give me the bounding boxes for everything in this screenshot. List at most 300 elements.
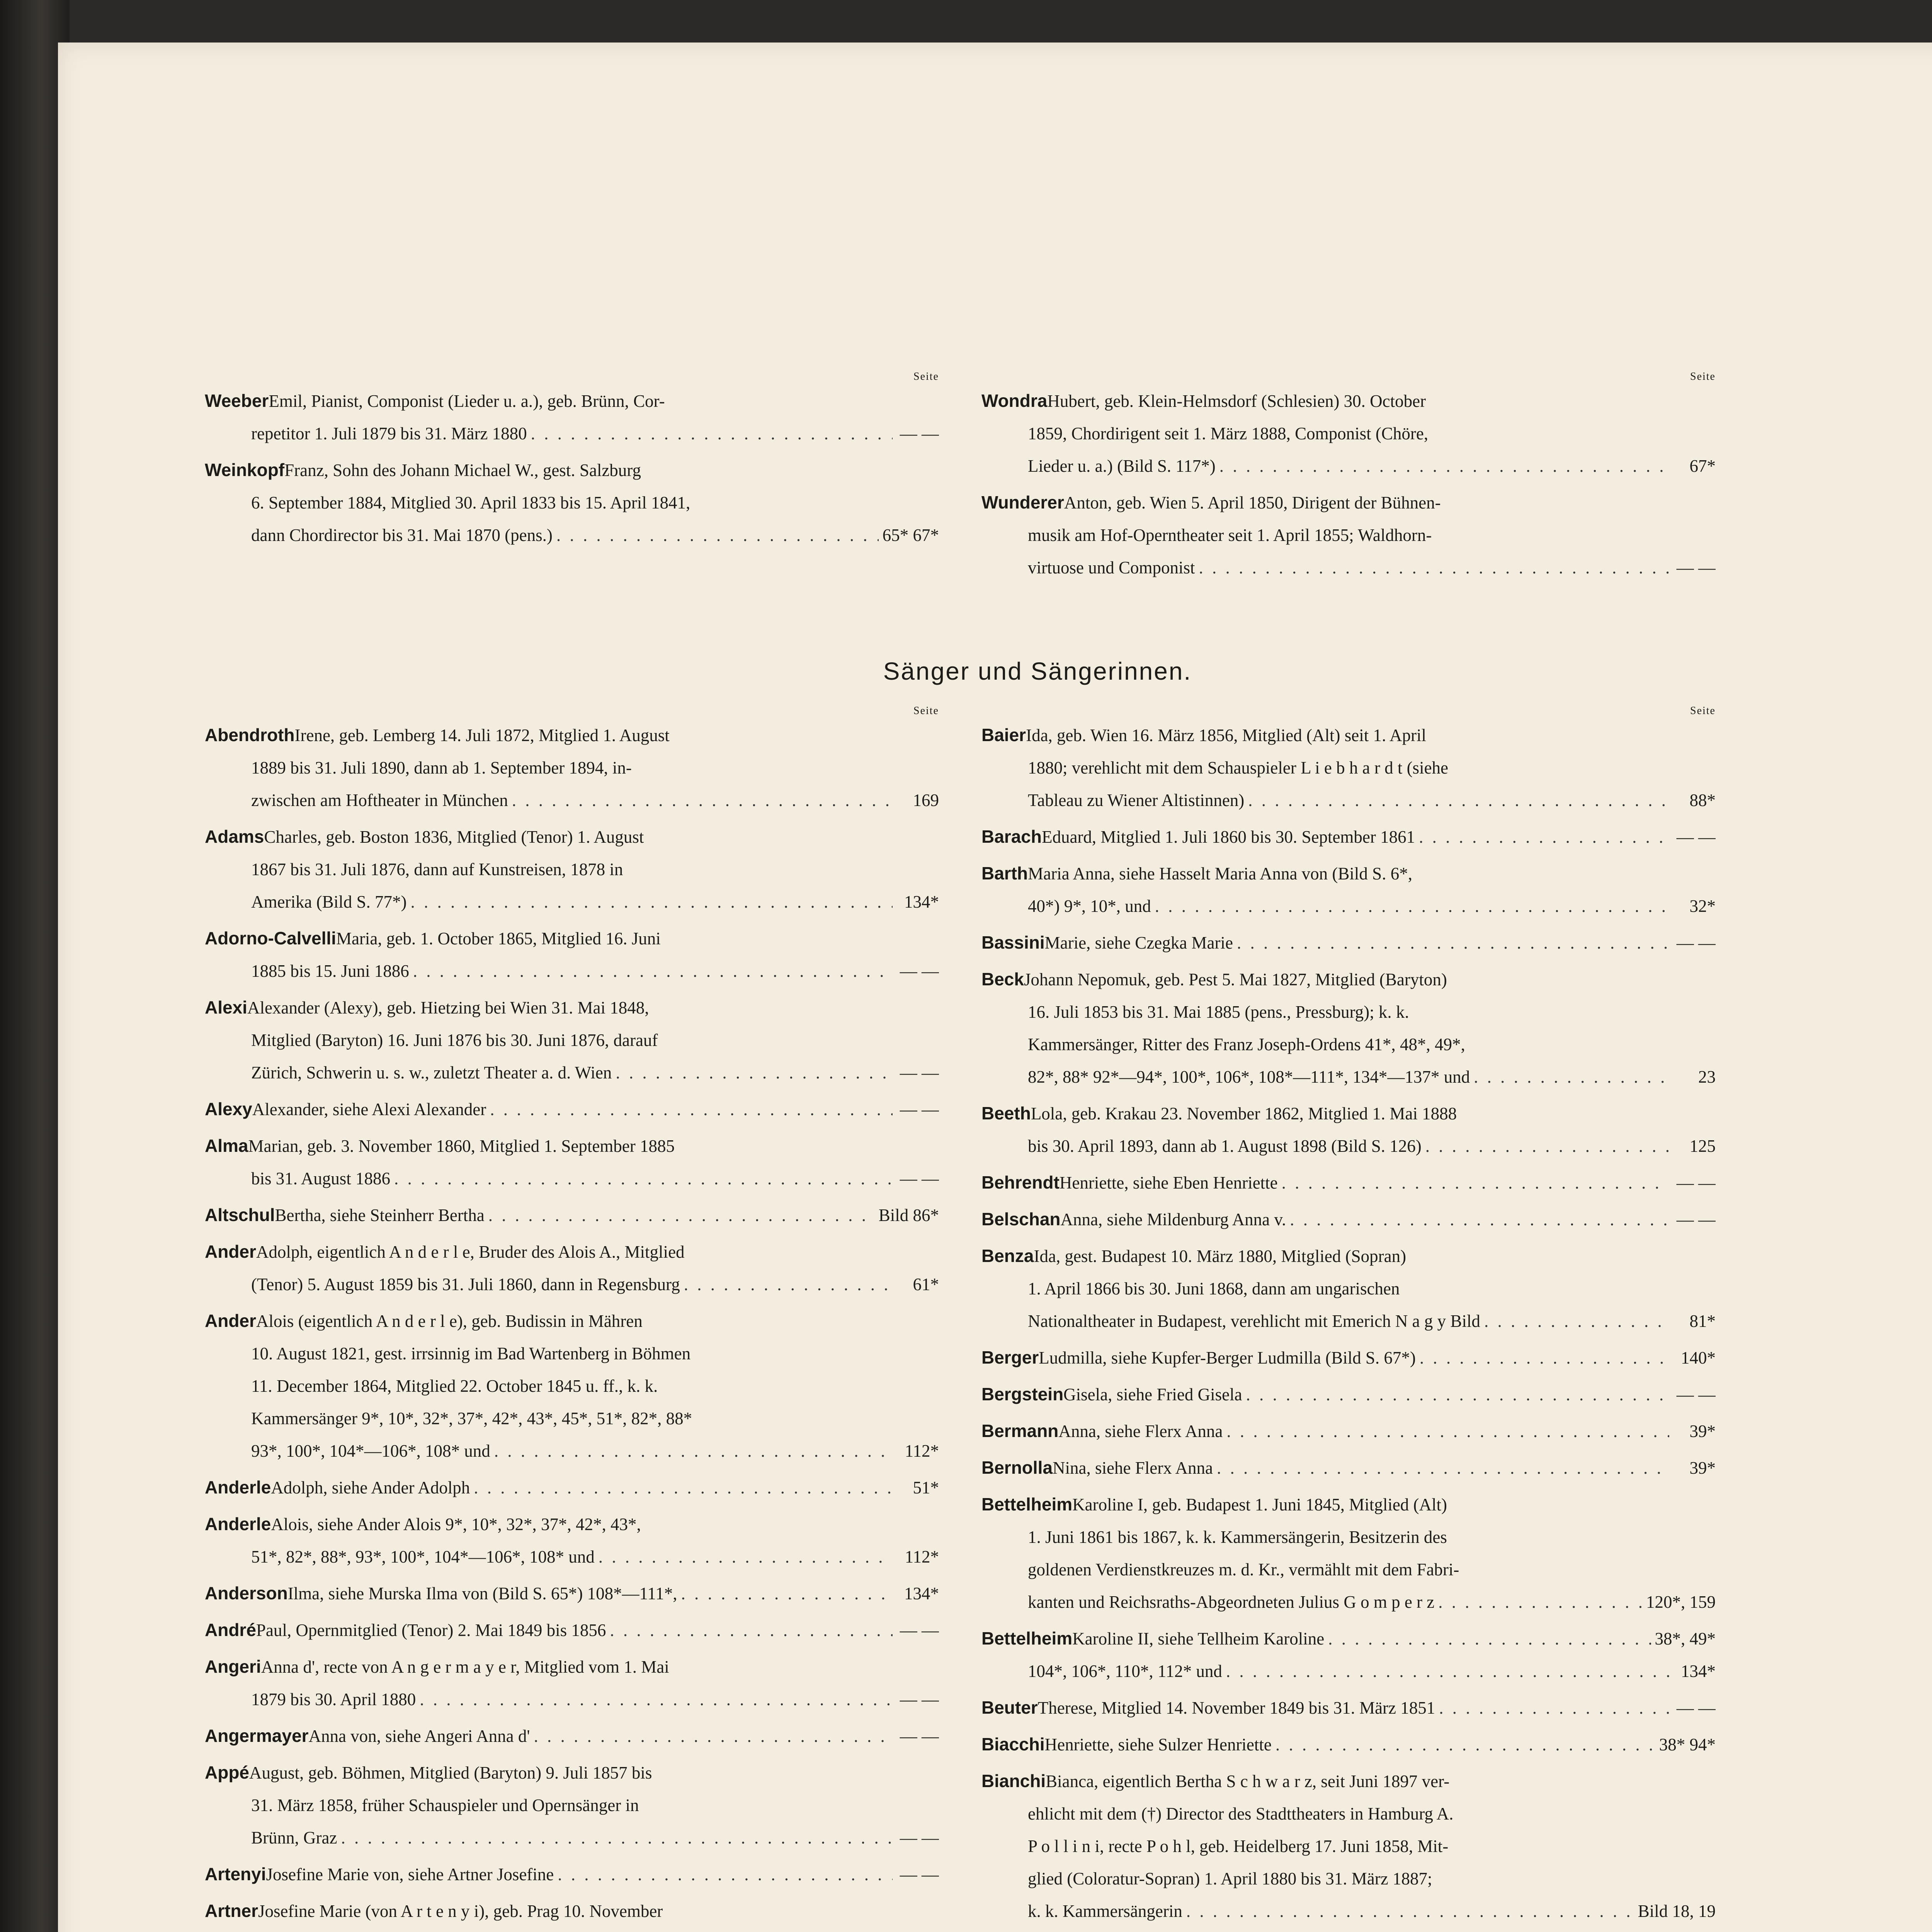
entry-line	[981, 1240, 1716, 1272]
page-reference: — —	[1676, 1698, 1716, 1718]
entry-line	[981, 752, 1716, 784]
entry-line	[981, 1691, 1716, 1724]
index-entry	[205, 1304, 939, 1467]
dot-leader	[494, 1435, 893, 1467]
entry-line	[205, 1235, 939, 1268]
page-reference: — —	[1676, 1385, 1716, 1404]
entry-text: Emil, Pianist, Componist (Lieder u. a.), geb. Brünn, Cor-	[269, 391, 665, 411]
index-entry	[205, 1235, 939, 1301]
entry-line	[981, 1728, 1716, 1761]
entry-text: Alexander, siehe Alexi Alexander	[252, 1100, 486, 1119]
entry-text: bis 31. August 1886	[251, 1169, 391, 1188]
page-reference: Bild 18, 19	[1638, 1901, 1716, 1921]
entry-text: 104*, 106*, 110*, 112* und	[1028, 1662, 1222, 1681]
page-reference: — —	[900, 961, 939, 981]
index-entry	[981, 1728, 1716, 1761]
index-entry	[205, 1577, 939, 1610]
entry-text: Anna, siehe Flerx Anna	[1058, 1422, 1223, 1441]
page-reference: 81*	[1689, 1311, 1716, 1331]
seite-label: Seite	[1690, 371, 1716, 383]
entry-text: kanten und Reichsraths-Abgeordneten Julius G o m p e r z	[1028, 1592, 1435, 1612]
index-column-right	[981, 703, 1716, 1932]
page-reference: — —	[900, 1690, 939, 1709]
entry-line	[205, 1821, 939, 1854]
index-entry	[981, 857, 1716, 922]
entry-list	[205, 719, 939, 1932]
index-column-left	[205, 703, 939, 1932]
dot-leader	[534, 1720, 893, 1752]
entry-line	[981, 1862, 1716, 1895]
dot-leader	[599, 1541, 893, 1573]
entry-line	[981, 1895, 1716, 1927]
entry-text: Marie, siehe Czegka Marie	[1044, 933, 1233, 952]
entry-name: Baier	[981, 725, 1026, 745]
entry-line	[205, 1435, 939, 1467]
entry-line	[981, 784, 1716, 816]
entry-text: 93*, 100*, 104*—106*, 108* und	[251, 1441, 490, 1461]
dot-leader	[1282, 1167, 1669, 1199]
entry-line	[205, 1756, 939, 1789]
entry-line	[981, 857, 1716, 890]
entry-name: Barach	[981, 827, 1042, 847]
entry-line	[205, 820, 939, 853]
page-reference: — —	[900, 1100, 939, 1119]
page-reference: 88*	[1689, 791, 1716, 810]
entry-text: 11. December 1864, Mitglied 22. October 1845 u. ff., k. k.	[251, 1376, 658, 1396]
dot-leader	[1248, 784, 1669, 816]
entry-text: Bertha, siehe Steinherr Bertha	[275, 1206, 485, 1225]
page-reference: — —	[900, 424, 939, 443]
dot-leader	[1276, 1728, 1655, 1761]
entry-line	[205, 1508, 939, 1541]
entry-text: Hubert, geb. Klein-Helmsdorf (Schlesien) 30. October	[1047, 391, 1426, 411]
entry-line	[205, 1541, 939, 1573]
entry-name: Adams	[205, 827, 264, 847]
entry-name: Alexy	[205, 1099, 252, 1119]
entry-line	[205, 1895, 939, 1927]
entry-name: Biacchi	[981, 1734, 1045, 1754]
entry-text: virtuose und Componist	[1028, 558, 1195, 577]
entry-text: 1859, Chordirigent seit 1. März 1888, Componist (Chöre,	[1028, 424, 1429, 443]
entry-name: Appé	[205, 1762, 249, 1782]
entry-text: August, geb. Böhmen, Mitglied (Baryton) 9. Juli 1857 bis	[249, 1763, 652, 1782]
entry-text: Ida, gest. Budapest 10. März 1880, Mitglied (Sopran)	[1034, 1247, 1406, 1266]
index-entry	[981, 1097, 1716, 1162]
entry-text: Amerika (Bild S. 77*)	[251, 892, 407, 912]
entry-text: Nationaltheater in Budapest, verehlicht mit Emerich N a g y Bild	[1028, 1311, 1480, 1331]
entry-name: Bermann	[981, 1421, 1059, 1441]
page-reference: — —	[900, 1169, 939, 1188]
dot-leader	[558, 1858, 893, 1891]
page-reference: 134*	[1681, 1662, 1716, 1681]
dot-leader	[1439, 1692, 1669, 1724]
entry-line	[981, 1451, 1716, 1484]
entry-line	[205, 486, 939, 519]
entry-line	[205, 1719, 939, 1752]
page-reference: — —	[900, 1828, 939, 1847]
entry-name: Weeber	[205, 391, 269, 411]
entry-line	[981, 1028, 1716, 1061]
index-entry	[981, 1378, 1716, 1411]
entry-line	[981, 820, 1716, 853]
entry-line	[205, 384, 939, 417]
page-reference: 169	[913, 791, 939, 810]
entry-line	[981, 1488, 1716, 1521]
entry-text: Mitglied (Baryton) 16. Juni 1876 bis 30. Juni 1876, darauf	[251, 1031, 658, 1050]
entry-name: Alma	[205, 1136, 248, 1156]
dot-leader	[1420, 1342, 1669, 1374]
dot-leader	[1290, 1203, 1669, 1236]
entry-line	[205, 853, 939, 886]
dot-leader	[1217, 1452, 1669, 1484]
entry-name: Alexi	[205, 997, 247, 1017]
entry-text: Irene, geb. Lemberg 14. Juli 1872, Mitglied 1. August	[294, 726, 670, 745]
index-entry	[205, 1650, 939, 1716]
entry-line	[205, 1337, 939, 1370]
entry-text: 1879 bis 30. April 1880	[251, 1690, 416, 1709]
entry-line	[981, 486, 1716, 519]
entry-text: 51*, 82*, 88*, 93*, 100*, 104*—106*, 108* und	[251, 1547, 595, 1566]
entry-text: Henriette, siehe Sulzer Henriette	[1044, 1735, 1272, 1754]
page-reference: 134*	[904, 892, 939, 912]
index-entry	[205, 1614, 939, 1646]
entry-name: Behrendt	[981, 1172, 1060, 1192]
entry-line	[205, 1927, 939, 1932]
entry-line	[205, 1577, 939, 1610]
entry-line	[205, 886, 939, 918]
entry-text: goldenen Verdienstkreuzes m. d. Kr., vermählt mit dem Fabri-	[1028, 1560, 1459, 1579]
entry-line	[981, 1203, 1716, 1236]
dot-leader	[1474, 1061, 1669, 1093]
index-entry	[205, 1199, 939, 1231]
dot-leader	[684, 1268, 893, 1301]
entry-line	[205, 1093, 939, 1126]
entry-text: Karoline I, geb. Budapest 1. Juni 1845, Mitglied (Alt)	[1072, 1495, 1447, 1514]
entry-name: Altschul	[205, 1205, 275, 1225]
entry-line	[981, 1765, 1716, 1798]
dot-leader	[531, 417, 893, 450]
entry-line	[205, 955, 939, 987]
seite-label: Seite	[1690, 705, 1716, 717]
index-entry	[981, 719, 1716, 816]
dot-leader	[1226, 1655, 1669, 1687]
entry-text: Anna, siehe Mildenburg Anna v.	[1060, 1210, 1286, 1229]
entry-list	[981, 384, 1716, 584]
entry-text: Lieder u. a.) (Bild S. 117*)	[1028, 456, 1216, 476]
entry-name: Beck	[981, 969, 1024, 989]
index-entry	[981, 1203, 1716, 1236]
entry-text: 31. März 1858, früher Schauspieler und Opernsänger in	[251, 1796, 639, 1815]
dot-leader	[1237, 927, 1669, 959]
entry-line	[981, 1798, 1716, 1830]
entry-name: André	[205, 1620, 256, 1640]
entry-name: Benza	[981, 1246, 1034, 1266]
entry-name: Barth	[981, 863, 1028, 883]
index-entry	[205, 1508, 939, 1573]
page-reference: 39*	[1689, 1422, 1716, 1441]
entry-name: Bettelheim	[981, 1494, 1073, 1514]
entry-line	[205, 1024, 939, 1056]
index-entry	[205, 1093, 939, 1126]
index-column-top-right	[981, 369, 1716, 588]
entry-name: Weinkopf	[205, 460, 285, 480]
entry-line	[205, 1858, 939, 1891]
dot-leader	[413, 955, 893, 987]
entry-text: Franz, Sohn des Johann Michael W., gest. Salzburg	[284, 461, 641, 480]
entry-line	[981, 963, 1716, 996]
page-reference: — —	[900, 1621, 939, 1640]
page-reference: 120*, 159	[1646, 1592, 1716, 1612]
entry-text: Tableau zu Wiener Altistinnen)	[1028, 791, 1245, 810]
page-reference: 65* 67*	[882, 526, 939, 545]
entry-line	[205, 1402, 939, 1435]
dot-leader	[681, 1577, 893, 1610]
entry-text: Nina, siehe Flerx Anna	[1053, 1458, 1213, 1478]
page-reference: 140*	[1681, 1348, 1716, 1367]
dot-leader	[1219, 450, 1669, 482]
dot-leader	[512, 784, 893, 816]
index-entry	[981, 1488, 1716, 1618]
index-entry	[205, 454, 939, 551]
entry-name: Anderson	[205, 1583, 288, 1603]
entry-text: Ludmilla, siehe Kupfer-Berger Ludmilla (Bild S. 67*)	[1039, 1348, 1416, 1367]
page-reference: 134*	[904, 1584, 939, 1603]
entry-line	[981, 1130, 1716, 1162]
entry-text: 1. April 1866 bis 30. Juni 1868, dann am ungarischen	[1028, 1279, 1400, 1298]
index-entry	[981, 820, 1716, 853]
entry-text: P o l l i n i, recte P o h l, geb. Heidelberg 17. Juni 1858, Mit-	[1028, 1837, 1449, 1856]
entry-text: Alexander (Alexy), geb. Hietzing bei Wien 31. Mai 1848,	[247, 998, 649, 1017]
entry-name: Angermayer	[205, 1726, 309, 1746]
entry-line	[205, 1789, 939, 1821]
entry-text: Adolph, siehe Ander Adolph	[271, 1478, 470, 1497]
entry-text: Zürich, Schwerin u. s. w., zuletzt Theater a. d. Wien	[251, 1063, 612, 1082]
seite-label: Seite	[913, 705, 939, 717]
entry-text: Anna d', recte von A n g e r m a y e r, Mitglied vom 1. Mai	[261, 1657, 669, 1677]
dot-leader	[1226, 1415, 1669, 1447]
dot-leader	[1328, 1622, 1651, 1655]
page-reference: — —	[1676, 558, 1716, 577]
dot-leader	[488, 1199, 875, 1231]
entry-text: Alois (eigentlich A n d e r l e), geb. Budissin in Mähren	[256, 1311, 643, 1331]
index-entry	[981, 1451, 1716, 1484]
entry-line	[981, 1272, 1716, 1305]
entry-text: Therese, Mitglied 14. November 1849 bis 31. März 1851	[1037, 1698, 1435, 1718]
index-entry	[981, 1341, 1716, 1374]
index-entry	[205, 384, 939, 450]
entry-line	[205, 719, 939, 752]
entry-text	[251, 1927, 666, 1932]
entry-text: Gisela, siehe Fried Gisela	[1063, 1385, 1242, 1404]
page-reference: 39*	[1689, 1458, 1716, 1478]
index-column-top-left	[205, 369, 939, 555]
entry-text: Johann Nepomuk, geb. Pest 5. Mai 1827, Mitglied (Baryton)	[1024, 970, 1447, 989]
entry-line	[205, 1129, 939, 1162]
dot-leader	[1199, 551, 1669, 584]
entry-name: Wunderer	[981, 492, 1064, 512]
entry-line	[981, 1655, 1716, 1687]
entry-line	[205, 454, 939, 486]
entry-text: 1867 bis 31. Juli 1876, dann auf Kunstreisen, 1878 in	[251, 860, 623, 879]
entry-line	[981, 719, 1716, 752]
page-reference: — —	[900, 1063, 939, 1082]
index-entry	[205, 1719, 939, 1752]
entry-name: Bianchi	[981, 1771, 1046, 1791]
entry-text: Ida, geb. Wien 16. März 1856, Mitglied (Alt) seit 1. April	[1026, 726, 1427, 745]
entry-name: Anderle	[205, 1514, 271, 1534]
entry-name: Beeth	[981, 1103, 1031, 1123]
entry-line	[981, 1305, 1716, 1337]
entry-line	[205, 1268, 939, 1301]
entry-name: Ander	[205, 1242, 256, 1262]
entry-line	[205, 417, 939, 450]
page-reference: 112*	[905, 1441, 939, 1461]
entry-line	[205, 1162, 939, 1195]
dot-leader	[1155, 890, 1669, 922]
page-reference: — —	[1676, 1173, 1716, 1192]
entry-text: Adolph, eigentlich A n d e r l e, Bruder des Alois A., Mitglied	[256, 1242, 685, 1262]
entry-line	[981, 890, 1716, 922]
dot-leader	[616, 1056, 893, 1089]
entry-line	[981, 1830, 1716, 1862]
dot-leader	[1484, 1305, 1669, 1337]
entry-line	[981, 1521, 1716, 1553]
entry-text: Karoline II, siehe Tellheim Karoline	[1072, 1629, 1325, 1648]
entry-text: 16. Juli 1853 bis 31. Mai 1885 (pens., Pressburg); k. k.	[1028, 1002, 1409, 1022]
dot-leader	[556, 519, 879, 551]
entry-text: Anton, geb. Wien 5. April 1850, Dirigent der Bühnen-	[1064, 493, 1441, 512]
entry-name: Bassini	[981, 932, 1045, 952]
page-reference: — —	[1676, 1210, 1716, 1229]
entry-text: repetitor 1. Juli 1879 bis 31. März 1880	[251, 424, 527, 443]
entry-line	[981, 1097, 1716, 1130]
entry-line	[205, 991, 939, 1024]
entry-text: Alois, siehe Ander Alois 9*, 10*, 32*, 37*, 42*, 43*,	[271, 1515, 641, 1534]
page-reference: — —	[900, 1726, 939, 1746]
entry-text: (Tenor) 5. August 1859 bis 31. Juli 1860, dann in Regensburg	[251, 1275, 680, 1294]
index-entry	[981, 1240, 1716, 1337]
page-reference: — —	[1676, 933, 1716, 952]
entry-text: Maria, geb. 1. October 1865, Mitglied 16. Juni	[336, 929, 661, 948]
entry-text: 10. August 1821, gest. irrsinnig im Bad Wartenberg in Böhmen	[251, 1344, 691, 1363]
page-reference: Bild 86*	[878, 1206, 939, 1225]
index-entry	[981, 1166, 1716, 1199]
entry-line	[981, 926, 1716, 959]
entry-text: zwischen am Hoftheater in München	[251, 791, 508, 810]
entry-line	[981, 996, 1716, 1028]
entry-text: Josefine Marie von, siehe Artner Josefine	[266, 1865, 554, 1884]
page-reference: 112*	[905, 1547, 939, 1566]
entry-text: dann Chordirector bis 31. Mai 1870 (pens.)	[251, 526, 553, 545]
page-reference: 51*	[913, 1478, 939, 1497]
entry-text: Bianca, eigentlich Bertha S c h w a r z, seit Juni 1897 ver-	[1046, 1772, 1450, 1791]
entry-line	[981, 519, 1716, 551]
entry-line	[205, 1683, 939, 1716]
entry-line	[205, 1199, 939, 1231]
index-entry	[205, 719, 939, 816]
dot-leader	[1419, 821, 1669, 853]
page-reference: 38*, 49*	[1655, 1629, 1716, 1648]
dot-leader	[490, 1093, 893, 1126]
section-title: Sänger und Sängerinnen.	[883, 657, 1192, 685]
entry-text: 1880; verehlicht mit dem Schauspieler L i e b h a r d t (siehe	[1028, 758, 1449, 777]
page-reference: 125	[1689, 1136, 1716, 1156]
entry-name: Beuter	[981, 1697, 1038, 1718]
index-entry	[205, 1471, 939, 1504]
entry-text: Lola, geb. Krakau 23. November 1862, Mitglied 1. Mai 1888	[1031, 1104, 1457, 1123]
dot-leader	[474, 1471, 893, 1504]
entry-text: Brünn, Graz	[251, 1828, 337, 1847]
entry-name: Bettelheim	[981, 1628, 1073, 1648]
index-entry	[205, 1756, 939, 1854]
index-entry	[981, 1415, 1716, 1447]
entry-text: Anna von, siehe Angeri Anna d'	[308, 1726, 530, 1746]
entry-line	[981, 1378, 1716, 1411]
entry-text: Charles, geb. Boston 1836, Mitglied (Tenor) 1. August	[264, 827, 644, 847]
page-reference: 38* 94*	[1659, 1735, 1716, 1754]
entry-line	[981, 551, 1716, 584]
dot-leader	[394, 1162, 893, 1195]
index-entry	[205, 1129, 939, 1195]
entry-list	[205, 384, 939, 551]
dot-leader	[1425, 1130, 1669, 1162]
entry-name: Artenyi	[205, 1864, 266, 1884]
entry-text: 1. Juni 1861 bis 1867, k. k. Kammersängerin, Besitzerin des	[1028, 1527, 1447, 1547]
entry-text: bis 30. April 1893, dann ab 1. August 1898 (Bild S. 126)	[1028, 1136, 1422, 1156]
entry-line	[981, 1586, 1716, 1618]
entry-name: Adorno-Calvelli	[205, 928, 336, 948]
index-entry	[981, 1622, 1716, 1687]
entry-text: Paul, Opernmitglied (Tenor) 2. Mai 1849 bis 1856	[256, 1621, 606, 1640]
entry-text: Maria Anna, siehe Hasselt Maria Anna von (Bild S. 6*,	[1028, 864, 1412, 883]
entry-line	[205, 1370, 939, 1402]
entry-line	[981, 1415, 1716, 1447]
entry-name: Bernolla	[981, 1458, 1053, 1478]
entry-line	[981, 1061, 1716, 1093]
entry-line	[205, 1304, 939, 1337]
entry-line	[981, 1166, 1716, 1199]
entry-text: 6. September 1884, Mitglied 30. April 1833 bis 15. April 1841,	[251, 493, 690, 512]
seite-label: Seite	[913, 371, 939, 383]
entry-text: glied (Coloratur-Sopran) 1. April 1880 bis 31. März 1887;	[1028, 1869, 1432, 1888]
dot-leader	[410, 886, 893, 918]
dot-leader	[610, 1614, 893, 1646]
dot-leader	[1438, 1586, 1642, 1618]
entry-name: Belschan	[981, 1209, 1061, 1229]
entry-name: Angeri	[205, 1656, 261, 1677]
entry-text: Marian, geb. 3. November 1860, Mitglied 1. September 1885	[248, 1136, 675, 1156]
entry-line	[981, 1622, 1716, 1655]
entry-name: Bergstein	[981, 1384, 1064, 1404]
entry-name: Anderle	[205, 1477, 271, 1497]
index-entry	[981, 384, 1716, 482]
entry-line	[205, 784, 939, 816]
page-reference: 67*	[1689, 456, 1716, 476]
entry-name: Wondra	[981, 391, 1048, 411]
dot-leader	[1246, 1378, 1669, 1411]
page-reference: 61*	[913, 1275, 939, 1294]
page-reference: 23	[1698, 1067, 1716, 1087]
index-entry	[981, 1691, 1716, 1724]
dot-leader	[341, 1821, 893, 1854]
entry-text: Josefine Marie (von A r t e n y i), geb. Prag 10. November	[258, 1901, 663, 1921]
entry-text: Kammersänger 9*, 10*, 32*, 37*, 42*, 43*, 45*, 51*, 82*, 88*	[251, 1409, 692, 1428]
entry-text: musik am Hof-Operntheater seit 1. April 1855; Waldhorn-	[1028, 526, 1432, 545]
index-entry	[981, 963, 1716, 1093]
entry-text: 82*, 88* 92*—94*, 100*, 106*, 108*—111*, 134*—137* und	[1028, 1067, 1470, 1087]
entry-line	[205, 1056, 939, 1089]
entry-list	[981, 719, 1716, 1932]
